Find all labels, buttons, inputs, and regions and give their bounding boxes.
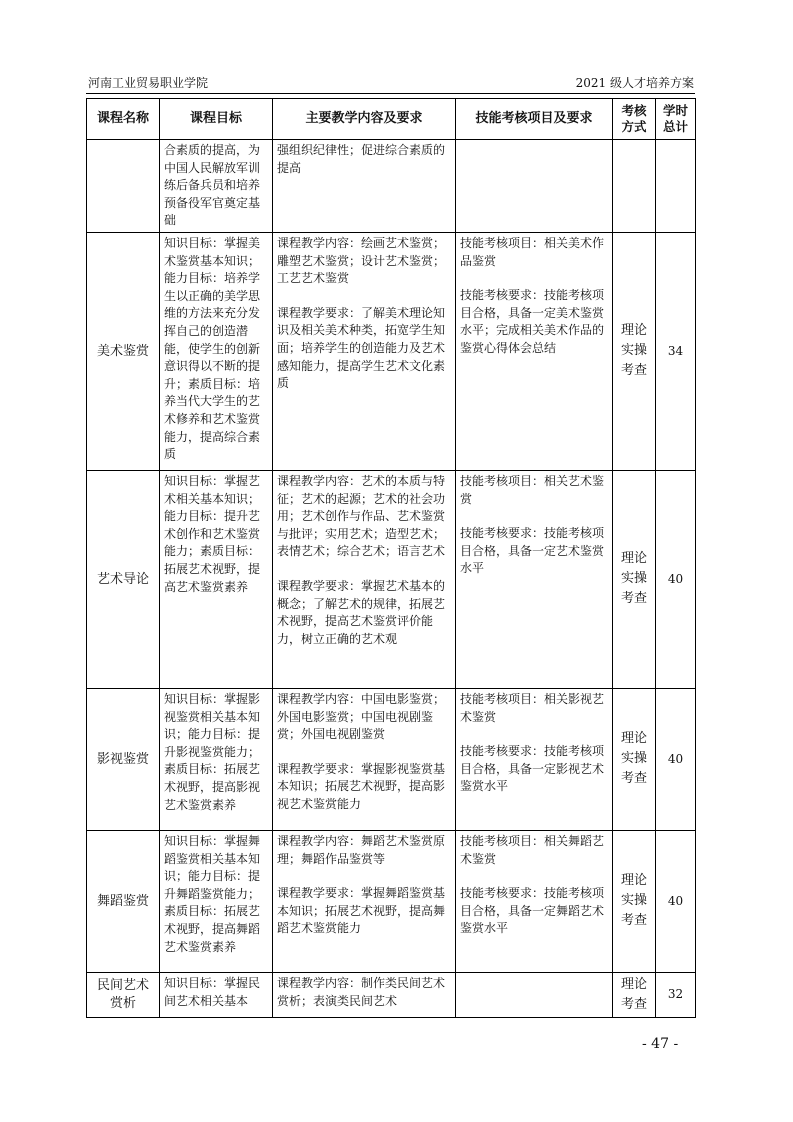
total-hours-cell: 32 <box>656 972 696 1017</box>
header-course-name: 课程名称 <box>87 99 160 140</box>
course-goal-cell: 知识目标：掌握艺术相关基本知识；能力目标：提升艺术创作和艺术鉴赏能力；素质目标：拓展艺术视野，提高艺术鉴赏素养 <box>160 470 273 688</box>
skill-paragraph: 技能考核项目：相关影视艺术鉴赏 <box>460 691 605 724</box>
skill-paragraph: 技能考核项目：相关舞蹈艺术鉴赏 <box>460 833 605 866</box>
total-hours-cell: 40 <box>656 470 696 688</box>
total-hours-cell: 40 <box>656 688 696 830</box>
content-paragraph: 课程教学要求：掌握艺术基本的概念；了解艺术的规律，拓展艺术视野，提高艺术鉴赏评价能力，树立正确的艺术观 <box>277 578 446 646</box>
skill-paragraph: 技能考核要求：技能考核项目合格，具备一定艺术鉴赏水平 <box>460 526 605 576</box>
header-content-requirements: 主要教学内容及要求 <box>273 99 456 140</box>
content-paragraph: 课程教学内容：绘画艺术鉴赏；雕塑艺术鉴赏；设计艺术鉴赏；工艺艺术鉴赏 <box>277 235 446 286</box>
skill-assessment-cell <box>456 232 613 470</box>
assessment-method-cell: 理论 实操 考查 <box>613 830 656 972</box>
total-hours-cell <box>656 140 696 233</box>
content-paragraph: 课程教学内容：制作类民间艺术赏析；表演类民间艺术 <box>277 975 446 1008</box>
course-name-cell: 舞蹈鉴赏 <box>87 830 160 972</box>
course-name-cell: 美术鉴赏 <box>87 232 160 470</box>
course-goal-cell: 知识目标：掌握舞蹈鉴赏相关基本知识；能力目标：提升舞蹈鉴赏能力；素质目标：拓展艺术视野，提高舞蹈艺术鉴赏素养 <box>160 830 273 972</box>
course-name-cell: 影视鉴赏 <box>87 688 160 830</box>
content-paragraph: 课程教学要求：掌握影视鉴赏基本知识；拓展艺术视野，提高影视艺术鉴赏能力 <box>277 761 446 811</box>
header-total-hours: 学时 总计 <box>656 99 696 140</box>
header-rule <box>86 93 695 94</box>
content-paragraph: 课程教学内容：中国电影鉴赏；外国电影鉴赏；中国电视剧鉴赏；外国电视剧鉴赏 <box>277 691 446 742</box>
header-course-goal: 课程目标 <box>160 99 273 140</box>
header-document-title: 2021 级人才培养方案 <box>575 76 694 90</box>
content-paragraph: 课程教学要求：了解美术理论知识及相关美术种类，拓宽学生知面；培养学生的创造能力及艺术感知能力，提高学生艺术文化素质 <box>277 305 446 391</box>
course-goal-cell: 合素质的提高，为中国人民解放军训练后备兵员和培养预备役军官奠定基础 <box>160 140 273 233</box>
course-name-cell <box>87 140 160 233</box>
skill-assessment-cell <box>456 972 613 1017</box>
assessment-method-cell: 理论 实操 考查 <box>613 688 656 830</box>
skill-paragraph: 技能考核要求：技能考核项目合格，具备一定影视艺术鉴赏水平 <box>460 744 605 794</box>
content-requirements-cell <box>273 972 456 1017</box>
course-goal-cell: 知识目标：掌握民间艺术相关基本 <box>160 972 273 1017</box>
content-paragraph: 课程教学内容：舞蹈艺术鉴赏原理；舞蹈作品鉴赏等 <box>277 833 446 866</box>
page-number: - 47 - <box>642 1036 679 1052</box>
header-assessment-method: 考核 方式 <box>613 99 656 140</box>
page-header <box>88 74 694 94</box>
table-row <box>87 470 696 688</box>
content-paragraph: 课程教学要求：掌握舞蹈鉴赏基本知识；拓展艺术视野，提高舞蹈艺术鉴赏能力 <box>277 886 446 936</box>
table-row <box>87 232 696 470</box>
course-goal-cell: 知识目标：掌握美术鉴赏基本知识；能力目标：培养学生以正确的美学思维的方法来充分发挥自己的创造潜能，使学生的创新意识得以不断的提升；素质目标：培养当代大学生的艺术修养和艺术鉴赏能力，提高综合素质 <box>160 232 273 470</box>
content-requirements-cell <box>273 688 456 830</box>
assessment-method-cell: 理论 实操 考查 <box>613 470 656 688</box>
assessment-method-cell: 理论 实操 考查 <box>613 232 656 470</box>
skill-paragraph: 技能考核要求：技能考核项目合格，具备一定美术鉴赏水平；完成相关美术作品的鉴赏心得体会总结 <box>460 288 605 355</box>
content-requirements-cell <box>273 830 456 972</box>
skill-paragraph: 技能考核项目：相关艺术鉴赏 <box>460 473 605 506</box>
header-skill-assessment: 技能考核项目及要求 <box>456 99 613 140</box>
table-header-row <box>87 99 696 140</box>
skill-assessment-cell <box>456 140 613 233</box>
table-row <box>87 140 696 233</box>
table-row <box>87 972 696 1017</box>
content-requirements-cell <box>273 140 456 233</box>
skill-paragraph: 技能考核要求：技能考核项目合格，具备一定舞蹈艺术鉴赏水平 <box>460 886 605 936</box>
course-goal-cell: 知识目标：掌握影视鉴赏相关基本知识；能力目标：提升影视鉴赏能力；素质目标：拓展艺术视野，提高影视艺术鉴赏素养 <box>160 688 273 830</box>
course-name-cell: 民间艺术赏析 <box>87 972 160 1017</box>
header-institution: 河南工业贸易职业学院 <box>88 76 209 90</box>
total-hours-cell: 40 <box>656 830 696 972</box>
curriculum-table <box>86 98 696 1018</box>
skill-assessment-cell <box>456 470 613 688</box>
content-paragraph: 强组织纪律性；促进综合素质的提高 <box>277 143 446 175</box>
assessment-method-cell: 理论 考查 <box>613 972 656 1017</box>
content-paragraph: 课程教学内容：艺术的本质与特征；艺术的起源；艺术的社会功用；艺术创作与作品、艺术鉴赏与批评；实用艺术；造型艺术；表情艺术；综合艺术；语言艺术 <box>277 473 446 559</box>
skill-assessment-cell <box>456 830 613 972</box>
content-requirements-cell <box>273 470 456 688</box>
table-row <box>87 830 696 972</box>
table-row <box>87 688 696 830</box>
skill-assessment-cell <box>456 688 613 830</box>
assessment-method-cell <box>613 140 656 233</box>
total-hours-cell: 34 <box>656 232 696 470</box>
skill-paragraph: 技能考核项目：相关美术作品鉴赏 <box>460 235 605 268</box>
course-name-cell: 艺术导论 <box>87 470 160 688</box>
content-requirements-cell <box>273 232 456 470</box>
